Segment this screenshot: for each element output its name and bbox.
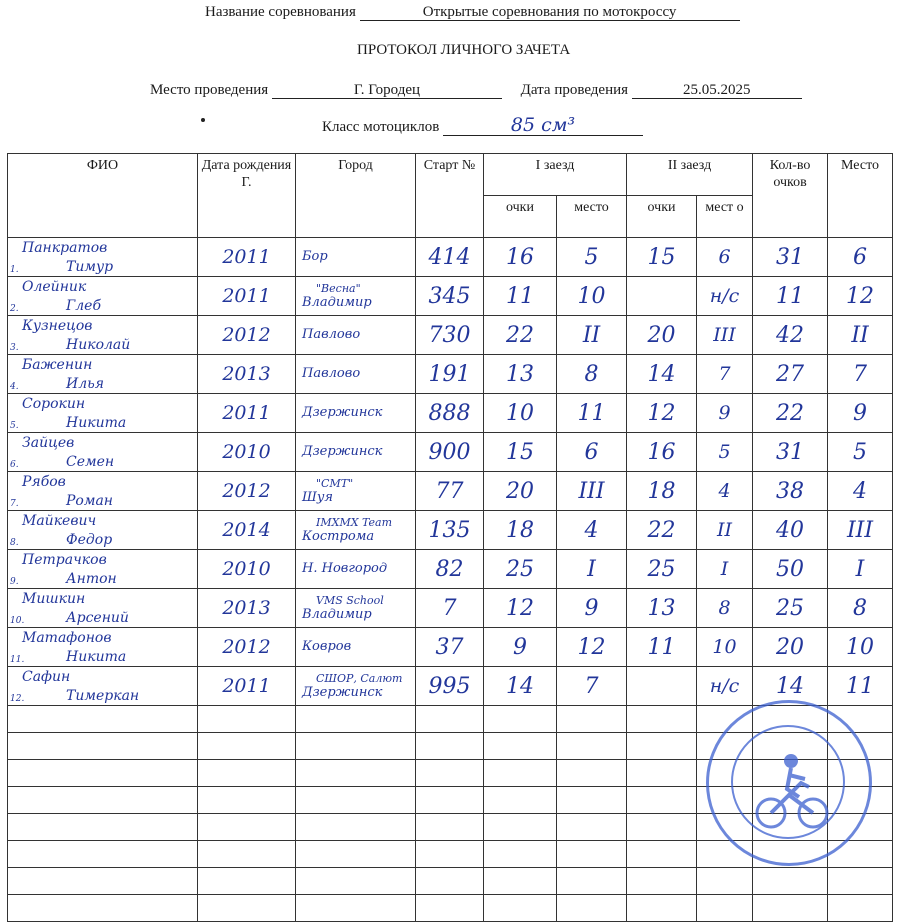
cell-place-2: I — [697, 550, 753, 589]
cell-place-1: 10 — [557, 277, 627, 316]
surname: Мишкин — [22, 591, 86, 607]
cell-year: 2012 — [198, 628, 296, 667]
first-name: Илья — [66, 376, 105, 392]
date-value: 25.05.2025 — [632, 83, 802, 99]
cell-place-2: 5 — [697, 433, 753, 472]
competition-line — [205, 4, 740, 21]
cell-place-1: II — [557, 316, 627, 355]
sub-points-1: очки — [484, 196, 557, 238]
cell-city — [296, 589, 416, 628]
cell-points-1: 16 — [484, 238, 557, 277]
cell-place: 4 — [828, 472, 893, 511]
cell-start: 900 — [416, 433, 484, 472]
cell-fio — [8, 394, 198, 433]
cell-fio — [8, 355, 198, 394]
cell-fio — [8, 277, 198, 316]
cell-total: 11 — [753, 277, 828, 316]
cell-place-1: 11 — [557, 394, 627, 433]
first-name: Никита — [66, 415, 127, 431]
row-number: 9. — [10, 577, 19, 587]
table-row — [8, 238, 893, 277]
col-city: Город — [296, 154, 416, 238]
club-name: IMXMX Team — [316, 516, 393, 529]
city-name: Владимир — [302, 607, 372, 622]
table-row — [8, 472, 893, 511]
cell-points-1: 13 — [484, 355, 557, 394]
cell-place: 5 — [828, 433, 893, 472]
cell-points-2 — [627, 667, 697, 706]
cell-year: 2012 — [198, 472, 296, 511]
cell-points-1: 18 — [484, 511, 557, 550]
cell-total: 22 — [753, 394, 828, 433]
header-row — [8, 154, 893, 196]
cell-start: 82 — [416, 550, 484, 589]
cell-place: 7 — [828, 355, 893, 394]
cell-place-1: III — [557, 472, 627, 511]
city-name: Дзержинск — [302, 405, 383, 420]
cell-start: 414 — [416, 238, 484, 277]
cell-place-2: н/с — [697, 277, 753, 316]
cell-city — [296, 472, 416, 511]
cell-total: 31 — [753, 238, 828, 277]
competition-name: Открытые соревнования по мотокроссу — [360, 5, 740, 21]
first-name: Никита — [66, 649, 127, 665]
first-name: Николай — [66, 337, 131, 353]
class-value: 85 см³ — [443, 118, 643, 136]
cell-points-1: 25 — [484, 550, 557, 589]
city-name: Владимир — [302, 295, 372, 310]
first-name: Тимур — [66, 259, 114, 275]
competition-label: Название соревнования — [205, 4, 356, 20]
table-row — [8, 355, 893, 394]
cell-points-1: 14 — [484, 667, 557, 706]
cell-place: II — [828, 316, 893, 355]
club-name: "СМТ" — [316, 477, 354, 490]
cell-fio — [8, 628, 198, 667]
table-row — [8, 433, 893, 472]
place-label: Место проведения — [150, 82, 269, 98]
empty-row — [8, 895, 893, 922]
empty-row — [8, 868, 893, 895]
col-place: Место — [828, 154, 893, 238]
cell-start: 37 — [416, 628, 484, 667]
cell-total: 38 — [753, 472, 828, 511]
cell-place-2: III — [697, 316, 753, 355]
cell-place: 10 — [828, 628, 893, 667]
row-number: 10. — [10, 616, 25, 626]
cell-year: 2013 — [198, 355, 296, 394]
class-line — [322, 114, 643, 136]
row-number: 12. — [10, 694, 25, 704]
cell-city — [296, 316, 416, 355]
cell-year: 2013 — [198, 589, 296, 628]
cell-points-1: 15 — [484, 433, 557, 472]
cell-place-1: 7 — [557, 667, 627, 706]
cell-total: 42 — [753, 316, 828, 355]
city-name: Кострома — [302, 529, 375, 544]
cell-start: 7 — [416, 589, 484, 628]
cell-year: 2010 — [198, 433, 296, 472]
cell-total: 20 — [753, 628, 828, 667]
row-number: 11. — [10, 655, 25, 665]
cell-place-1: 6 — [557, 433, 627, 472]
city-name: Дзержинск — [302, 444, 383, 459]
cell-year: 2011 — [198, 238, 296, 277]
cell-total: 31 — [753, 433, 828, 472]
cell-start: 995 — [416, 667, 484, 706]
cell-points-2: 18 — [627, 472, 697, 511]
cell-fio — [8, 238, 198, 277]
cell-fio — [8, 550, 198, 589]
stray-dot — [201, 118, 205, 122]
cell-fio — [8, 667, 198, 706]
cell-points-1: 22 — [484, 316, 557, 355]
cell-points-2: 13 — [627, 589, 697, 628]
cell-points-2: 25 — [627, 550, 697, 589]
cell-year: 2011 — [198, 394, 296, 433]
cell-city — [296, 511, 416, 550]
cell-year: 2012 — [198, 316, 296, 355]
row-number: 1. — [10, 265, 19, 275]
cell-points-2: 14 — [627, 355, 697, 394]
surname: Матафонов — [22, 630, 112, 646]
cell-place: III — [828, 511, 893, 550]
table-row — [8, 394, 893, 433]
cell-year: 2014 — [198, 511, 296, 550]
place-value: Г. Городец — [272, 83, 502, 99]
cell-year: 2011 — [198, 277, 296, 316]
cell-points-1: 11 — [484, 277, 557, 316]
cell-year: 2011 — [198, 667, 296, 706]
first-name: Роман — [66, 493, 114, 509]
sub-place-2: мест о — [697, 196, 753, 238]
city-name: Бор — [302, 249, 328, 264]
cell-place: 9 — [828, 394, 893, 433]
cell-points-2: 22 — [627, 511, 697, 550]
cell-points-2: 16 — [627, 433, 697, 472]
city-name: Н. Новгород — [302, 561, 388, 576]
cell-place: 11 — [828, 667, 893, 706]
cell-points-2: 15 — [627, 238, 697, 277]
cell-place-1: 12 — [557, 628, 627, 667]
table-row — [8, 316, 893, 355]
col-fio: ФИО — [8, 154, 198, 238]
cell-place: 6 — [828, 238, 893, 277]
first-name: Арсений — [66, 610, 129, 626]
cell-city — [296, 238, 416, 277]
club-name: "Весна" — [316, 282, 361, 295]
cell-city — [296, 355, 416, 394]
surname: Панкратов — [22, 240, 108, 256]
city-name: Дзержинск — [302, 685, 383, 700]
surname: Сорокин — [22, 396, 86, 412]
cell-city — [296, 628, 416, 667]
col-heat1: I заезд — [484, 154, 627, 196]
cell-points-1: 9 — [484, 628, 557, 667]
cell-city — [296, 550, 416, 589]
table-row — [8, 667, 893, 706]
cell-place-2: 10 — [697, 628, 753, 667]
col-heat2: II заезд — [627, 154, 753, 196]
surname: Петрачков — [22, 552, 107, 568]
sub-place-1: место — [557, 196, 627, 238]
surname: Майкевич — [22, 513, 97, 529]
cell-place-1: 5 — [557, 238, 627, 277]
cell-year: 2010 — [198, 550, 296, 589]
cell-fio — [8, 472, 198, 511]
cell-city — [296, 667, 416, 706]
first-name: Глеб — [66, 298, 102, 314]
cell-points-1: 20 — [484, 472, 557, 511]
cell-place-1: I — [557, 550, 627, 589]
row-number: 5. — [10, 421, 19, 431]
col-dob: Дата рождения Г. — [198, 154, 296, 238]
cell-city — [296, 433, 416, 472]
col-points: Кол-во очков — [753, 154, 828, 238]
cell-place: 12 — [828, 277, 893, 316]
cell-place-2: н/с — [697, 667, 753, 706]
cell-start: 135 — [416, 511, 484, 550]
cell-place: I — [828, 550, 893, 589]
cell-place: 8 — [828, 589, 893, 628]
cell-fio — [8, 316, 198, 355]
row-number: 3. — [10, 343, 19, 353]
surname: Баженин — [22, 357, 93, 373]
cell-points-2: 12 — [627, 394, 697, 433]
table-row — [8, 511, 893, 550]
col-start: Старт № — [416, 154, 484, 238]
cell-total: 40 — [753, 511, 828, 550]
first-name: Федор — [66, 532, 113, 548]
place-line — [150, 82, 802, 99]
cell-place-2: 6 — [697, 238, 753, 277]
cell-fio — [8, 433, 198, 472]
page-title: ПРОТОКОЛ ЛИЧНОГО ЗАЧЕТА — [357, 42, 571, 58]
cell-place-2: 9 — [697, 394, 753, 433]
cell-points-1: 10 — [484, 394, 557, 433]
class-label: Класс мотоциклов — [322, 119, 440, 135]
row-number: 6. — [10, 460, 19, 470]
motocross-rider-icon — [709, 703, 869, 863]
cell-fio — [8, 511, 198, 550]
row-number: 7. — [10, 499, 19, 509]
results-body — [8, 238, 893, 706]
city-name: Шуя — [302, 490, 333, 505]
cell-points-1: 12 — [484, 589, 557, 628]
cell-place-1: 9 — [557, 589, 627, 628]
city-name: Ковров — [302, 639, 352, 654]
surname: Кузнецов — [22, 318, 93, 334]
surname: Рябов — [22, 474, 66, 490]
row-number: 8. — [10, 538, 19, 548]
cell-place-2: 8 — [697, 589, 753, 628]
city-name: Павлово — [302, 366, 361, 381]
cell-points-2 — [627, 277, 697, 316]
cell-start: 77 — [416, 472, 484, 511]
sub-points-2: очки — [627, 196, 697, 238]
cell-place-2: 4 — [697, 472, 753, 511]
cell-points-2: 20 — [627, 316, 697, 355]
cell-start: 191 — [416, 355, 484, 394]
cell-points-2: 11 — [627, 628, 697, 667]
cell-start: 888 — [416, 394, 484, 433]
cell-city — [296, 277, 416, 316]
first-name: Антон — [66, 571, 117, 587]
cell-total: 27 — [753, 355, 828, 394]
cell-city — [296, 394, 416, 433]
date-label: Дата проведения — [520, 82, 629, 98]
table-row — [8, 628, 893, 667]
row-number: 2. — [10, 304, 19, 314]
club-name: VMS School — [316, 594, 384, 607]
first-name: Тимеркан — [66, 688, 140, 704]
first-name: Семен — [66, 454, 115, 470]
city-name: Павлово — [302, 327, 361, 342]
cell-start: 345 — [416, 277, 484, 316]
surname: Олейник — [22, 279, 87, 295]
table-row — [8, 589, 893, 628]
cell-place-2: 7 — [697, 355, 753, 394]
cell-fio — [8, 589, 198, 628]
cell-total: 25 — [753, 589, 828, 628]
cell-place-1: 4 — [557, 511, 627, 550]
surname: Сафин — [22, 669, 71, 685]
surname: Зайцев — [22, 435, 75, 451]
cell-place-1: 8 — [557, 355, 627, 394]
table-row — [8, 550, 893, 589]
cell-place-2: II — [697, 511, 753, 550]
table-row — [8, 277, 893, 316]
cell-start: 730 — [416, 316, 484, 355]
row-number: 4. — [10, 382, 19, 392]
cell-total: 50 — [753, 550, 828, 589]
cell-total: 14 — [753, 667, 828, 706]
club-name: СШОР, Салют — [316, 672, 403, 685]
federation-stamp — [706, 700, 872, 866]
